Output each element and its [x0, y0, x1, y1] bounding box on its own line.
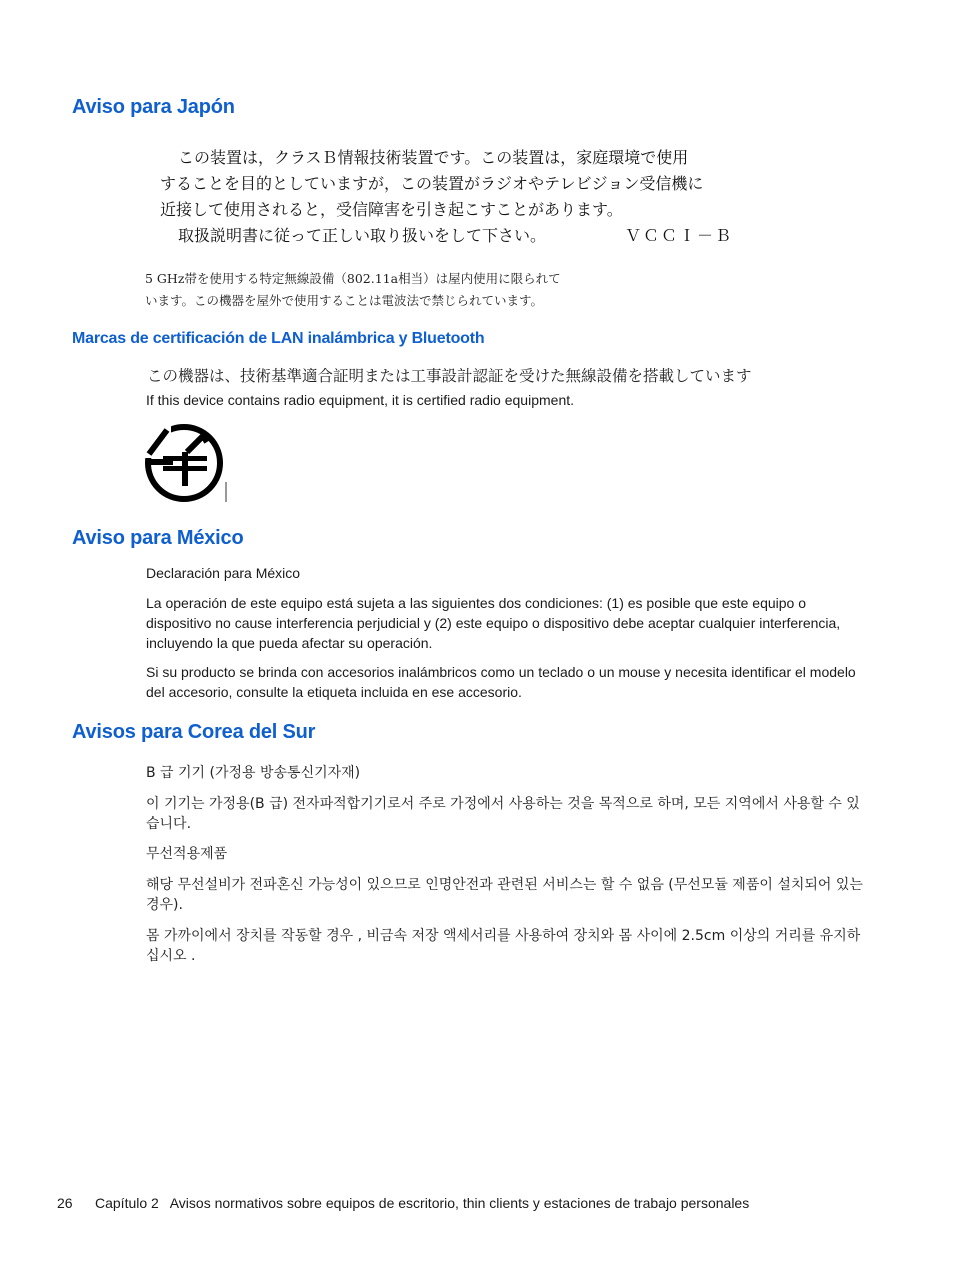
vcci-line-4: 取扱説明書に従って正しい取り扱いをして下さい。 [178, 226, 547, 245]
vcci-line-1: この装置は，クラスＢ情報技術装置です。この装置は，家庭環境で使用 [178, 148, 689, 167]
vcci-notice-image [160, 145, 740, 249]
korea-interference-paragraph: 해당 무선설비가 전파혼신 가능성이 있으므로 인명안전과 관련된 서비스는 할 수 없음 (무선모듈 제품이 설치되어 있는 경우). [146, 877, 863, 913]
giteki-mark-logo [143, 422, 229, 504]
certification-jp-line: この機器は、技術基準適合証明または工事設計認証を受けた無線設備を搭載しています [147, 367, 752, 385]
korea-distance-paragraph: 몸 가까이에서 장치를 작동할 경우 , 비금속 저장 액세서리를 사용하여 장치와 몸 사이에 2.5cm 이상의 거리를 유지하십시오 . [146, 928, 861, 964]
vcci-line-3: 近接して使用されると，受信障害を引き起こすことがあります。 [160, 200, 623, 219]
ghz-line-1: 5 GHz帯を使用する特定無線設備（802.11a相当）は屋内使用に限られて [145, 271, 561, 286]
heading-mexico: Aviso para México [72, 527, 244, 549]
ghz-notice-image [145, 268, 665, 312]
heading-japan: Aviso para Japón [72, 96, 235, 118]
vcci-b-mark: ＶＣＣＩ－Ｂ [625, 226, 734, 245]
ghz-line-2: います。この機器を屋外で使用することは電波法で禁じられています。 [145, 293, 544, 308]
certification-en-line: If this device contains radio equipment, it is certified radio equipment. [146, 392, 575, 408]
mexico-accessories-paragraph: Si su producto se brinda con accesorios inalámbricos como un teclado o un mouse y necesita identificar el modelo del accesorio, consulte la etiqueta incluida en ese accesorio. [146, 664, 856, 700]
footer-chapter-title: Capítulo 2 Avisos normativos sobre equipos de escritorio, thin clients y estaciones de trabajo personales [95, 1195, 750, 1211]
vcci-line-2: することを目的としていますが，この装置がラジオやテレビジョン受信機に [160, 174, 704, 193]
mexico-declaration-title: Declaración para México [146, 565, 301, 581]
page-number: 26 [57, 1195, 73, 1211]
giteki-mark-icon [143, 422, 229, 504]
heading-certification: Marcas de certificación de LAN inalámbrica y Bluetooth [72, 330, 485, 347]
korea-wireless-title: 무선적용제품 [146, 846, 228, 862]
mexico-conditions-paragraph: La operación de este equipo está sujeta a las siguientes dos condiciones: (1) es posible que este equipo o dispositivo no cause interferencia perjudicial y (2) este equipo o dispositivo debe aceptar cualquier interferencia, incluyendo la que pueda afectar su operación. [146, 595, 841, 651]
heading-korea: Avisos para Corea del Sur [72, 721, 316, 743]
korea-class-b-line: B 급 기기 (가정용 방송통신기자재) [146, 765, 361, 781]
korea-emc-paragraph: 이 기기는 가정용(B 급) 전자파적합기기로서 주로 가정에서 사용하는 것을 목적으로 하며, 모든 지역에서 사용할 수 있습니다. [146, 796, 860, 832]
